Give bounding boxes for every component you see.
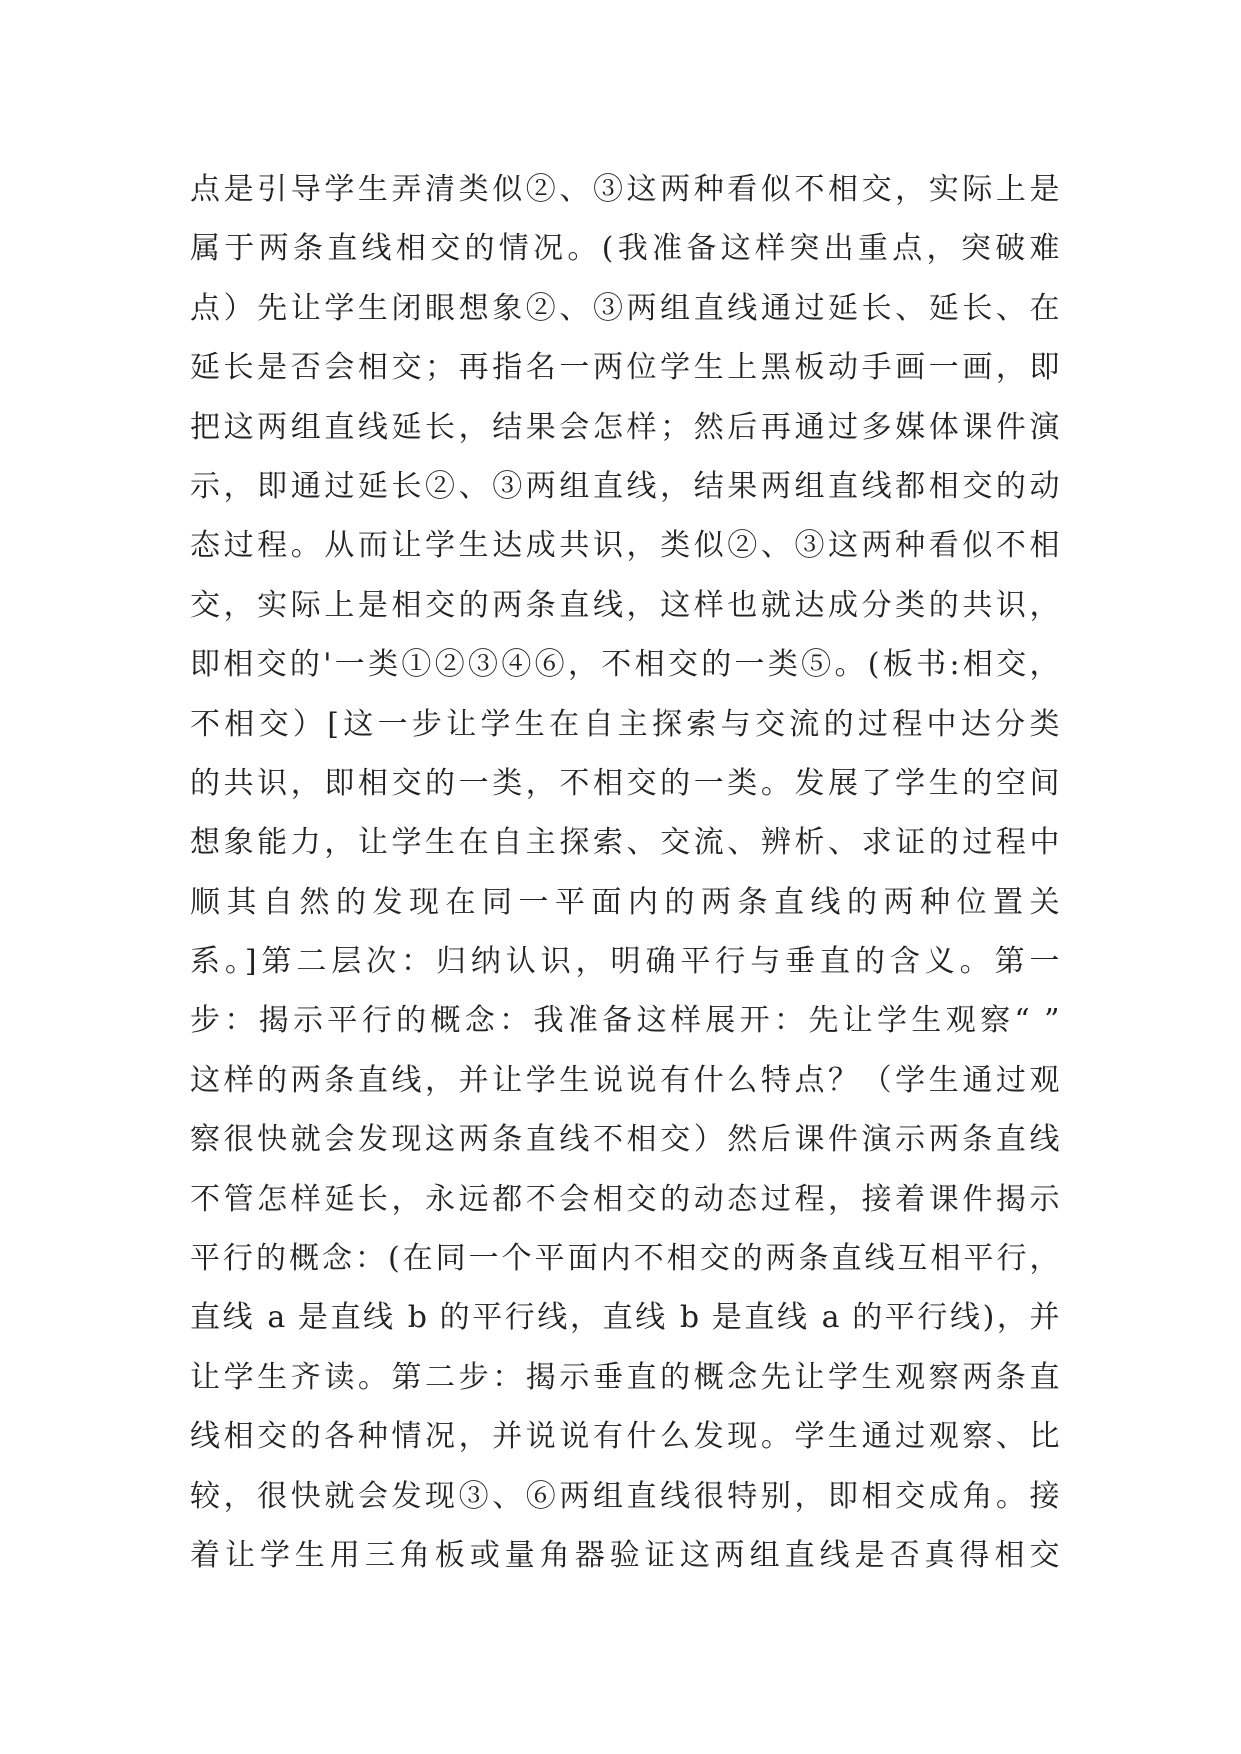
text-line: 把这两组直线延长，结果会怎样；然后再通过多媒体课件演: [190, 409, 1060, 445]
text-line: 的共识，即相交的一类，不相交的一类。发展了学生的空间: [190, 765, 1060, 801]
text-line: 着让学生用三角板或量角器验证这两组直线是否真得相交: [190, 1537, 1060, 1573]
text-line: 顺其自然的发现在同一平面内的两条直线的两种位置关: [190, 884, 1060, 920]
text-line: 延长是否会相交；再指名一两位学生上黑板动手画一画，即: [190, 350, 1060, 386]
text-line: 属于两条直线相交的情况。(我准备这样突出重点，突破难: [190, 231, 1060, 267]
text-line: 不相交）[这一步让学生在自主探索与交流的过程中达分类: [190, 706, 1060, 742]
text-line: 让学生齐读。第二步：揭示垂直的概念先让学生观察两条直: [190, 1359, 1060, 1395]
text-line: 不管怎样延长，永远都不会相交的动态过程，接着课件揭示: [190, 1181, 1060, 1217]
text-line: 点）先让学生闭眼想象②、③两组直线通过延长、延长、在: [190, 290, 1060, 326]
text-line: 示，即通过延长②、③两组直线，结果两组直线都相交的动: [190, 468, 1060, 504]
text-line: 线相交的各种情况，并说说有什么发现。学生通过观察、比: [190, 1419, 1060, 1455]
text-line: 较，很快就会发现③、⑥两组直线很特别，即相交成角。接: [190, 1478, 1060, 1514]
text-line: 点是引导学生弄清类似②、③这两种看似不相交，实际上是: [190, 172, 1060, 207]
text-line: 步：揭示平行的概念：我准备这样展开：先让学生观察“ ”: [190, 1003, 1060, 1039]
text-line: 即相交的'一类①②③④⑥，不相交的一类⑤。(板书:相交，: [190, 647, 1060, 683]
text-line: 态过程。从而让学生达成共识，类似②、③这两种看似不相: [190, 528, 1060, 564]
text-line: 系。]第二层次：归纳认识，明确平行与垂直的含义。第一: [190, 944, 1060, 980]
text-line: 想象能力，让学生在自主探索、交流、辨析、求证的过程中: [190, 825, 1060, 861]
text-line: 交，实际上是相交的两条直线，这样也就达成分类的共识，: [190, 587, 1060, 623]
text-line: 察很快就会发现这两条直线不相交）然后课件演示两条直线: [190, 1122, 1060, 1158]
text-line: 这样的两条直线，并让学生说说有什么特点？（学生通过观: [190, 1062, 1060, 1098]
text-line: 平行的概念：(在同一个平面内不相交的两条直线互相平行，: [190, 1241, 1060, 1277]
body-text: [190, 160, 1060, 1585]
text-line: 直线 a 是直线 b 的平行线，直线 b 是直线 a 的平行线)，并: [190, 1300, 1060, 1336]
